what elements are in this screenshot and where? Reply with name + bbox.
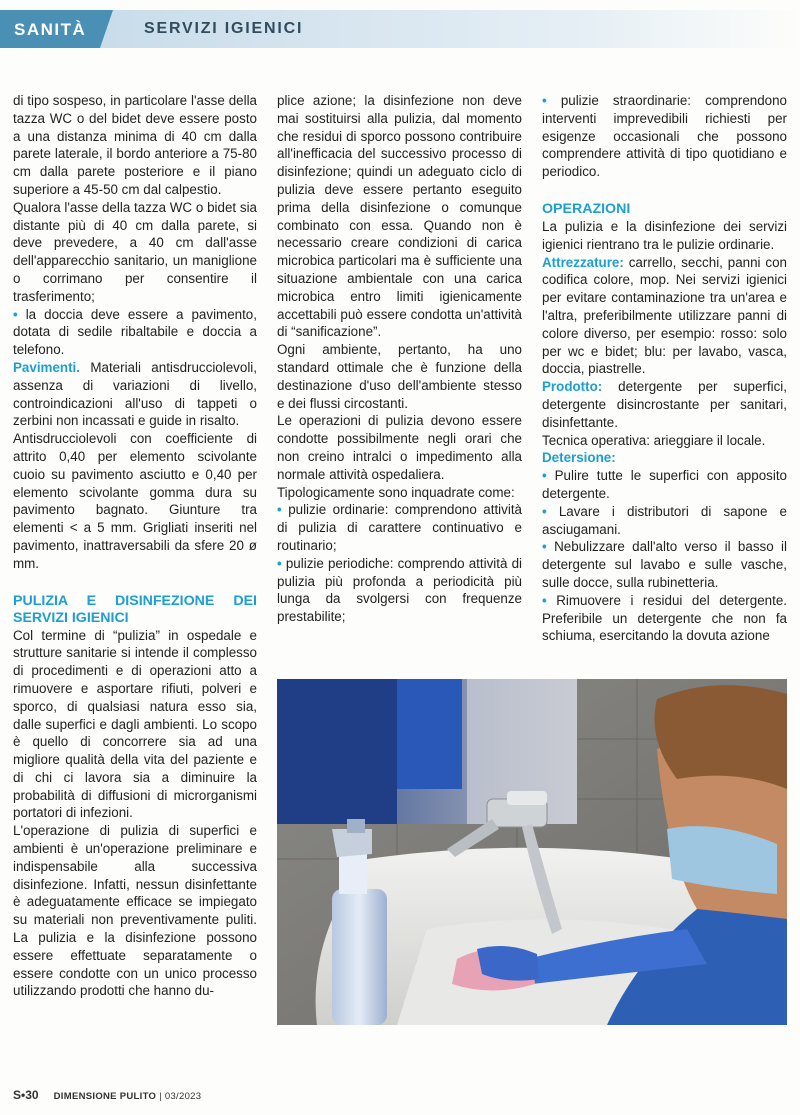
bullet-icon: • <box>277 555 282 571</box>
paragraph: Tipologicamente sono inquadrate come: <box>277 484 515 500</box>
header-band <box>0 10 800 48</box>
bullet-item <box>542 467 787 503</box>
header-shape <box>0 10 800 48</box>
pavimenti-label: Pavimenti. <box>13 359 80 375</box>
cleaning-photo <box>277 679 787 1025</box>
bullet-icon: • <box>542 539 547 555</box>
page-number <box>13 1088 39 1102</box>
paragraph <box>542 254 787 379</box>
bullet-icon: • <box>542 592 547 608</box>
journal-info <box>54 1091 202 1102</box>
column-2 <box>277 92 522 626</box>
paragraph: plice azione; la disinfezione non deve mai sostituirsi alla pulizia, dal momento che residui di sporco possono contribuire all'inefficacia del successivo processo di disinfezione; quindi un adeguato ciclo di pulizia deve essere pertanto eseguito prima della disinfezione o comunque combinato con essa. Quando non è necessario creare condizioni di carica microbica particolari ma è sufficiente una situazione ambientale con una carica microbica entro limiti igienicamente accettabili può essere condotta un'attività di “sanificazione”. <box>277 93 522 340</box>
bullet-item <box>277 555 522 626</box>
section-label: SANITÀ <box>14 20 87 39</box>
bullet-item <box>13 306 257 359</box>
detersione-label: Detersione: <box>542 450 616 466</box>
subsection-label: SERVIZI IGIENICI <box>144 20 304 37</box>
bullet-icon: • <box>542 503 547 519</box>
bullet-item <box>277 501 522 554</box>
paragraph <box>542 378 787 431</box>
column-3 <box>542 92 787 645</box>
bullet-icon: • <box>542 468 547 484</box>
paragraph: Col termine di “pulizia” in ospedale e strutture sanitarie si intende il complesso di procedimenti e di operazioni atto a rimuovere e asportare rifiuti, polveri e sporco, di qualsiasi natura esso sia, dalle superfici e dagli ambienti. Lo scopo è quello di concorrere sia ad una migliore qualità della vita del paziente e di chi ci lavora sia a diminuire la probabilità di diffusioni di microrganismi portatori di infezioni. <box>13 627 257 821</box>
bullet-icon: • <box>542 93 547 108</box>
paragraph: Antisdrucciolevoli con coefficiente di attrito 0,40 per elemento scivolante cuoio su pavimento asciutto e 0,40 per elemento scivolante gomma dura su pavimento bagnato. Giunture tra elementi < a 5 mm. Grigliati inseriti nel pavimento, inattraversabili da sfere 20 ø mm. <box>13 431 257 571</box>
paragraph: Tecnica operativa: arieggiare il locale. <box>542 432 766 448</box>
paragraph: La pulizia e la disinfezione dei servizi igienici rientrano tra le pulizie ordinarie. <box>542 218 787 252</box>
bullet-item <box>542 503 787 539</box>
bullet-text: pulizie periodiche: comprendo attività di pulizia più profonda a periodicità più lunga da svolgersi con frequenze prestabilite; <box>277 555 522 625</box>
bullet-text: Rimuovere i residui del detergente. Preferibile un detergente che non fa schiuma, esercitando la dovuta azione <box>542 592 787 644</box>
bullet-item <box>542 592 787 645</box>
page-footer <box>13 1088 201 1102</box>
paragraph: Qualora l'asse della tazza WC o bidet sia distante più di 40 cm dalla parete, si deve prevedere, a 40 cm dall'asse dell'apparecchio sanitario, un maniglione o corrimano per consentire il trasferimento; <box>13 199 257 304</box>
paragraph: Le operazioni di pulizia devono essere condotte possibilmente negli orari che non creino intralci o impedimento alla normale attività ospedaliera. <box>277 413 522 482</box>
journal-issue: | 03/2023 <box>159 1091 202 1102</box>
paragraph: Ogni ambiente, pertanto, ha uno standard ottimale che è funzione della destinazione d'uso dell'ambiente stesso e dei flussi circostanti. <box>277 342 522 411</box>
attrezzature-label: Attrezzature: <box>542 254 624 270</box>
bullet-item <box>542 92 787 181</box>
section-heading: PULIZIA E DISINFEZIONE DEI SERVIZI IGIENICI <box>13 592 257 626</box>
prodotto-text: detergente per superfici, detergente disincrostante per sanitari, disinfettante. <box>542 379 787 430</box>
bullet-text: la doccia deve essere a pavimento, dotata di sedile ribaltabile e doccia a telefono. <box>13 306 257 358</box>
page-prefix: S• <box>13 1088 26 1102</box>
paragraph <box>13 359 257 430</box>
journal-name: DIMENSIONE PULITO <box>53 1091 157 1102</box>
bullet-icon: • <box>277 502 282 518</box>
prodotto-label: Prodotto: <box>542 379 603 395</box>
attrezzature-text: carrello, secchi, panni con codifica colore, mop. Nei servizi igienici per evitare contaminazione tra un'area e l'altra, preferibilmente utilizzare panni di colore diverso, per esempio: rosso: solo per wc e bidet; blu: per lavabo, vasca, doccia, piastrelle. <box>542 254 787 377</box>
bullet-icon: • <box>13 306 18 322</box>
bullet-text: pulizie straordinarie: comprendono interventi imprevedibili richiesti per esigenze occasionali che possono comprendere attività di tipo quotidiano e periodico. <box>542 93 787 180</box>
page-number-value: 30 <box>25 1088 39 1102</box>
bullet-text: Nebulizzare dall'alto verso il basso il detergente sul lavabo e sulle vasche, sulle docce, sulla rubinetteria. <box>542 539 787 590</box>
paragraph: L'operazione di pulizia di superfici e ambienti è un'operazione preliminare e indispensabile alla successiva disinfezione. Infatti, nessun disinfettante è adeguatamente efficace se impiegato su materiali non preventivamente puliti. La pulizia e la disinfezione possono essere effettuate separatamente o essere condotte con un unico processo utilizzando prodotti che hanno du- <box>13 823 257 999</box>
pavimenti-text: Materiali antisdrucciolevoli, assenza di variazioni di livello, controindicazioni all'uso di tappeti o zerbini non incassati e guide in risalto. <box>13 359 257 429</box>
section-heading: OPERAZIONI <box>542 200 631 217</box>
bullet-item <box>542 538 787 591</box>
photo-illustration <box>277 679 787 1025</box>
column-1 <box>13 92 257 1000</box>
bullet-text: Pulire tutte le superfici con apposito detergente. <box>542 468 787 501</box>
bullet-text: pulizie ordinarie: comprendono attività di pulizia di carattere continuativo e routinario; <box>277 502 522 553</box>
paragraph: di tipo sospeso, in particolare l'asse della tazza WC o del bidet deve essere posto a una distanza minima di 40 cm dalla parete laterale, il bordo anteriore a 75-80 cm dalla parete posteriore e il piano superiore a 45-50 cm dal calpestio. <box>13 93 257 197</box>
bullet-text: Lavare i distributori di sapone e asciugamani. <box>542 503 787 537</box>
